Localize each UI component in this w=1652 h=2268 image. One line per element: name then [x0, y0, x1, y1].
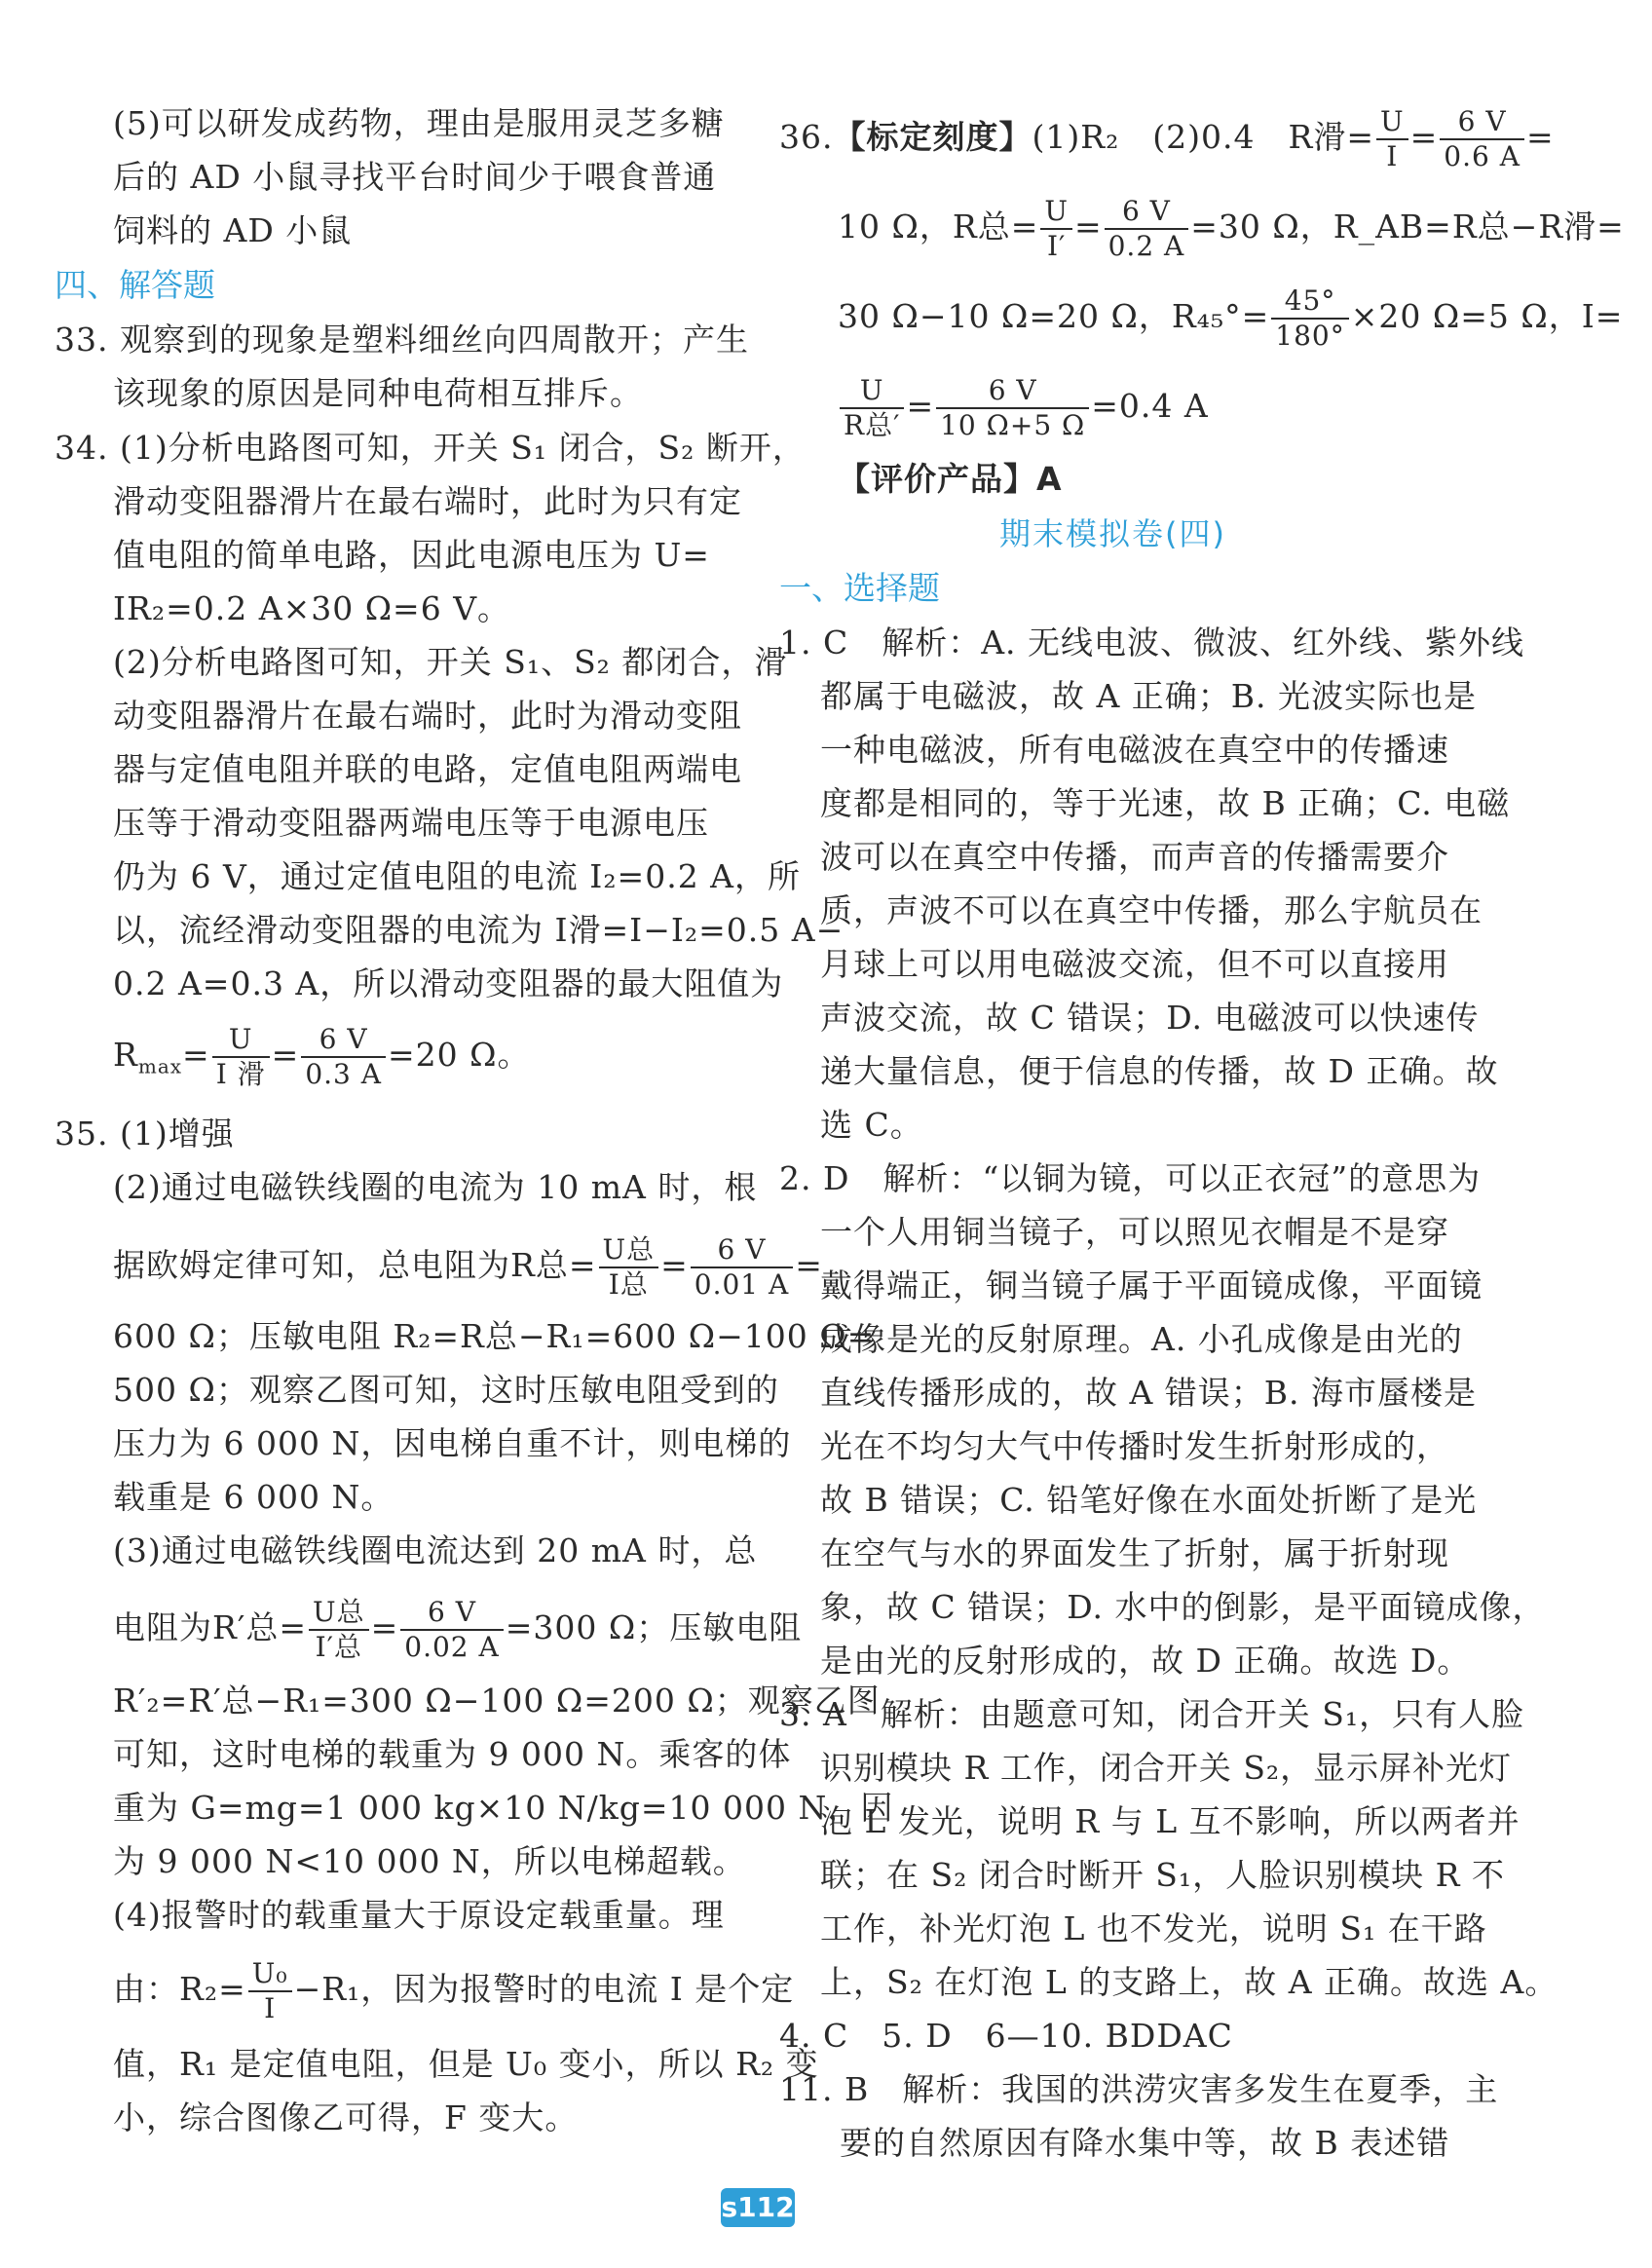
section-heading: 四、解答题 [55, 266, 215, 304]
formula-line: $\frac{U}{\text{R总′}}$ = $\frac{6 V}{10 \Omega+5 \Omega}$ =0.4 A [838, 370, 1209, 442]
text-line: 1. C 解析：A. 无线电波、微波、红外线、紫外线 [779, 624, 1525, 662]
text-line: (3)通过电磁铁线圈电流达到 20 mA 时，总 [113, 1531, 758, 1569]
text-line: 都属于电磁波，故 A 正确；B. 光波实际也是 [820, 677, 1478, 715]
formula-text: 10 Ω，R总= [838, 208, 1039, 246]
page-number-badge: s112 [721, 2188, 795, 2227]
formula-sub: max [137, 1054, 183, 1078]
formula-line [779, 101, 1555, 173]
formula-text: = [795, 1246, 823, 1284]
numerator: U总 [599, 1233, 659, 1268]
text-line: 值电阻的简单电路，因此电源电压为 U= [113, 536, 710, 574]
text-line: 直线传播形成的，故 A 错误；B. 海市蜃楼是 [820, 1374, 1478, 1412]
fraction [309, 1596, 369, 1664]
formula-text: (1)R₂ (2)0.4 R滑= [1032, 118, 1375, 156]
text-line: 4. C 5. D 6—10. BDDAC [779, 2017, 1233, 2055]
denominator: I 滑 [215, 1058, 266, 1090]
formula-text: R [113, 1036, 138, 1074]
text-line: 器与定值电阻并联的电路，定值电阻两端电 [113, 750, 742, 788]
text-line: 上，S₂ 在灯泡 L 的支路上，故 A 正确。故选 A。 [820, 1963, 1558, 2001]
numerator: 45° [1271, 284, 1348, 320]
text-line: 压力为 6 000 N，因电梯自重不计，则电梯的 [113, 1424, 792, 1462]
fraction [212, 1023, 270, 1091]
section-heading: 一、选择题 [779, 569, 940, 607]
text-line: 35. (1)增强 [55, 1115, 235, 1153]
fraction [1040, 195, 1072, 263]
text-line: 是由光的反射形成的，故 D 正确。故选 D。 [820, 1642, 1471, 1680]
numerator: U [840, 374, 904, 409]
formula-text: =300 Ω；压敏电阻 [505, 1608, 803, 1646]
text-line: 动变阻器滑片在最右端时，此时为滑动变阻 [113, 697, 742, 735]
text-line: 0.2 A=0.3 A，所以滑动变阻器的最大阻值为 [113, 964, 784, 1002]
numerator: 6 V [1440, 105, 1524, 140]
denominator: R总′ [844, 409, 901, 441]
text-line: 该现象的原因是同种电荷相互排斥。 [113, 374, 643, 412]
fraction [1105, 195, 1189, 263]
formula-line: 电阻为R′总= $\frac{\text{U总}}{\text{I′总}}$ = $\frac{6 V}{0.02 A}$ =300 Ω；压敏电阻 [113, 1596, 803, 1663]
numerator: U [1376, 105, 1408, 140]
formula-text: 据欧姆定律可知，总电阻为R总= [113, 1246, 597, 1284]
text-line: 联；在 S₂ 闭合时断开 S₁，人脸识别模块 R 不 [820, 1856, 1505, 1894]
formula-text: =0.4 A [1091, 387, 1209, 425]
numerator: U [212, 1023, 270, 1058]
formula-text: = [1525, 118, 1555, 156]
text-line: 选 C。 [820, 1106, 923, 1144]
denominator: I总 [608, 1268, 649, 1301]
text-line: 月球上可以用电磁波交流，但不可以直接用 [820, 945, 1449, 983]
text-line: 后的 AD 小鼠寻找平台时间少于喂食普通 [113, 158, 717, 196]
fraction [840, 374, 904, 442]
text-line: (2)分析电路图可知，开关 S₁、S₂ 都闭合，滑 [113, 643, 788, 681]
denominator: 0.6 A [1444, 140, 1521, 172]
text-line: 声波交流，故 C 错误；D. 电磁波可以快速传 [820, 999, 1480, 1037]
fraction [936, 374, 1089, 442]
numerator: 6 V [400, 1596, 503, 1631]
text-line: 500 Ω；观察乙图可知，这时压敏电阻受到的 [113, 1371, 779, 1409]
denominator: 10 Ω+5 Ω [940, 409, 1086, 441]
text-line: 泡 L 发光，说明 R 与 L 互不影响，所以两者并 [820, 1802, 1521, 1840]
denominator: I [264, 1992, 277, 2024]
text-line: 质，声波不可以在真空中传播，那么宇航员在 [820, 891, 1483, 929]
text-line: 2. D 解析：“以铜为镜，可以正衣冠”的意思为 [779, 1159, 1482, 1197]
text-line: (5)可以研发成药物，理由是服用灵芝多糖 [113, 104, 725, 142]
formula-text: ×20 Ω=5 Ω，I= [1350, 297, 1624, 335]
text-line: 可知，这时电梯的载重为 9 000 N。乘客的体 [113, 1735, 792, 1773]
text-line: 波可以在真空中传播，而声音的传播需要介 [820, 838, 1449, 876]
text-line: 33. 观察到的现象是塑料细丝向四周散开；产生 [55, 321, 749, 359]
text-line: 3. A 解析：由题意可知，闭合开关 S₁，只有人脸 [779, 1695, 1525, 1733]
text-line: 【评价产品】A [838, 460, 1063, 498]
text-line: 成像是光的反射原理。A. 小孔成像是由光的 [820, 1320, 1463, 1358]
text-line: 载重是 6 000 N。 [113, 1478, 394, 1516]
text-line: 识别模块 R 工作，闭合开关 S₂，显示屏补光灯 [820, 1749, 1513, 1787]
text-line: 递大量信息，便于信息的传播，故 D 正确。故 [820, 1052, 1499, 1090]
text-line: 度都是相同的，等于光速，故 B 正确；C. 电磁 [820, 784, 1511, 822]
text-line: 滑动变阻器滑片在最右端时，此时为只有定 [113, 482, 742, 520]
formula-line: $R_{max}=$ $\frac{U}{\text{I 滑}}$ = $\frac{6 V}{0.3 A}$ =20 Ω。 [113, 1023, 531, 1090]
text-line: 重为 G=mg=1 000 kg×10 N/kg=10 000 N，因 [113, 1789, 894, 1827]
question-number: 36. [779, 118, 834, 156]
text-line: 一种电磁波，所有电磁波在真空中的传播速 [820, 731, 1449, 769]
text-line: 工作，补光灯泡 L 也不发光，说明 S₁ 在干路 [820, 1909, 1487, 1947]
denominator: 0.01 A [694, 1268, 790, 1301]
formula-text: = [182, 1036, 210, 1074]
bracket-tag: 【标定刻度】 [833, 118, 1032, 156]
text-line: IR₂=0.2 A×30 Ω=6 V。 [113, 589, 511, 627]
text-line: (4)报警时的载重量大于原设定载重量。理 [113, 1896, 725, 1934]
text-line: 一个人用铜当镜子，可以照见衣帽是不是穿 [820, 1213, 1449, 1251]
denominator: I′总 [315, 1631, 363, 1663]
formula-text: 30 Ω−10 Ω=20 Ω，R₄₅°= [838, 297, 1270, 335]
text-line: 小，综合图像乙可得，F 变大。 [113, 2098, 579, 2136]
text-line: 为 9 000 N<10 000 N，所以电梯超载。 [113, 1842, 746, 1880]
formula-text: = [1409, 118, 1439, 156]
text-line: 饲料的 AD 小鼠 [113, 211, 353, 249]
formula-text: −R₁，因为报警时的电流 I 是个定 [293, 1970, 795, 2008]
text-line: 光在不均匀大气中传播时发生折射形成的， [820, 1427, 1449, 1465]
formula-text: 电阻为R′总= [113, 1608, 307, 1646]
text-line: 要的自然原因有降水集中等，故 B 表述错 [840, 2124, 1450, 2162]
fraction [301, 1023, 386, 1091]
text-line: 以，流经滑动变阻器的电流为 I滑=I−I₂=0.5 A− [113, 911, 845, 949]
numerator: U总 [309, 1596, 369, 1631]
text-line: 在空气与水的界面发生了折射，属于折射现 [820, 1534, 1449, 1572]
fraction [400, 1596, 503, 1664]
numerator: U [1040, 195, 1072, 230]
exam-title: 期末模拟卷(四) [999, 515, 1226, 552]
formula-line: 据欧姆定律可知，总电阻为R总= $\frac{\text{U总}}{\text{I总}}$ = $\frac{6 V}{0.01 A}$ = [113, 1233, 823, 1301]
denominator: I [1386, 140, 1399, 172]
denominator: 0.02 A [404, 1631, 500, 1663]
text-line: R′₂=R′总−R₁=300 Ω−100 Ω=200 Ω；观察乙图 [113, 1682, 881, 1720]
fraction [599, 1233, 659, 1302]
text-line: (2)通过电磁铁线圈的电流为 10 mA 时，根 [113, 1168, 758, 1206]
formula-text: =30 Ω，R_AB=R总−R滑= [1190, 208, 1625, 246]
numerator: 6 V [691, 1233, 793, 1268]
numerator: 6 V [301, 1023, 386, 1058]
text-line: 戴得端正，铜当镜子属于平面镜成像，平面镜 [820, 1266, 1483, 1304]
denominator: 0.2 A [1108, 230, 1185, 262]
fraction [1271, 284, 1348, 353]
formula-line: 10 Ω，R总= $\frac{U}{I'}$ = $\frac{6 V}{0.2 A}$ =30 Ω，R_AB=R总−R滑= [838, 195, 1625, 262]
fraction [248, 1957, 292, 2025]
fraction [1440, 105, 1524, 173]
numerator: 6 V [936, 374, 1089, 409]
fraction [691, 1233, 793, 1302]
formula-text: =20 Ω。 [387, 1036, 531, 1074]
text-line: 压等于滑动变阻器两端电压等于电源电压 [113, 804, 709, 842]
text-line: 11. B 解析：我国的洪涝灾害多发生在夏季，主 [779, 2070, 1499, 2108]
denominator: 0.3 A [305, 1058, 382, 1090]
formula-line [113, 1953, 794, 2025]
denominator: 180° [1275, 320, 1345, 352]
text-line: 600 Ω；压敏电阻 R₂=R总−R₁=600 Ω−100 Ω= [113, 1317, 876, 1355]
numerator: 6 V [1105, 195, 1189, 230]
denominator: I′ [1046, 230, 1067, 262]
text-line: 值，R₁ 是定值电阻，但是 U₀ 变小，所以 R₂ 变 [113, 2045, 819, 2083]
text-line: 34. (1)分析电路图可知，开关 S₁ 闭合，S₂ 断开， [55, 429, 806, 467]
numerator: U₀ [248, 1957, 292, 1992]
text-line: 仍为 6 V，通过定值电阻的电流 I₂=0.2 A，所 [113, 857, 802, 895]
text-line: 故 B 错误；C. 铅笔好像在水面处折断了是光 [820, 1481, 1478, 1519]
formula-text: 由：R₂= [113, 1970, 246, 2008]
fraction [1376, 105, 1408, 173]
text-line: 象，故 C 错误；D. 水中的倒影，是平面镜成像， [820, 1588, 1546, 1626]
formula-line [838, 281, 1623, 353]
